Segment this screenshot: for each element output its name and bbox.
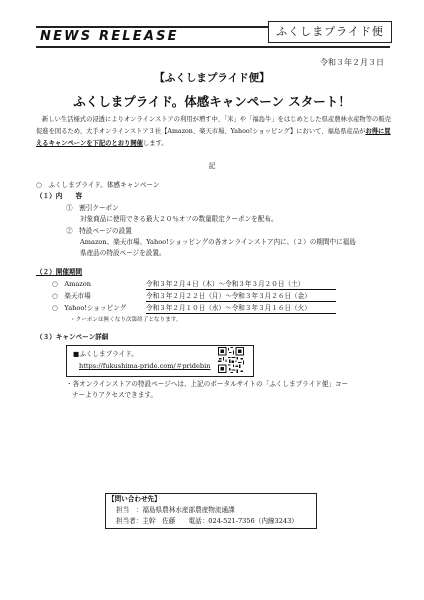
coupon-note: ・クーポンは無くなり次第終了となります。 — [70, 317, 182, 323]
contact-line1: 担当 ：福島県農林水産部農産物流通課 — [116, 506, 235, 514]
portal-title: ■ふくしまプライド。 — [73, 350, 138, 358]
lead-text-2: します。 — [142, 140, 168, 147]
news-release-label: NEWS RELEASE — [40, 29, 179, 44]
contact-title: 【問い合わせ先】 — [108, 495, 161, 503]
contact-box — [105, 493, 317, 529]
s1-item2-desc-line1: Amazon、楽天市場、Yahoo!ショッピングの各オンラインストア内に、（２）の期間中に福島 — [80, 238, 356, 246]
headline: ふくしまプライド。体感キャンペーン スタート！ — [73, 94, 351, 109]
period-range: 令和３年２月１０日（水）～令和３年３月１６日（火） — [146, 304, 336, 314]
s1-item2-title: ② 特設ページの設置 — [66, 227, 132, 235]
release-date: 令和３年２月３日 — [320, 58, 384, 67]
lead-bold-text: お得に買えるキャンペーンを下記のとおり開催 — [36, 128, 391, 147]
header-rule-bottom — [36, 46, 390, 48]
period-store: ○ Amazon — [52, 280, 91, 288]
contact-line2: 担当者：主幹 佐藤 電話：024-521-7356（内線3243） — [116, 517, 298, 525]
period-store: ○ Yahoo!ショッピング — [52, 304, 127, 312]
portal-url-link[interactable]: https://fukushima-pride.com/＃pridebin — [79, 362, 211, 370]
brand-box: ふくしまプライド便 — [268, 21, 392, 43]
s1-item2-desc-line2: 県産品の特設ページを設置。 — [80, 249, 166, 257]
s3-heading: （３）キャンペーン詳細 — [36, 333, 109, 341]
period-store: ○ 楽天市場 — [52, 292, 91, 300]
s1-item1-desc: 対象商品に使用できる最大２０％オフの数量限定クーポンを配布。 — [80, 215, 278, 223]
period-range: 令和３年２月４日（木）～令和３年３月２０日（土） — [146, 280, 336, 290]
s2-heading: （２）開催期間 — [36, 268, 83, 276]
s3-note-line1: ・各オンラインストアの特設ページへは、上記のポータルサイトの「ふくしまプライド便」コー — [66, 380, 349, 388]
s1-item1-title: ① 割引クーポン — [66, 204, 119, 212]
lead-paragraph — [36, 114, 391, 150]
period-range: 令和３年２月２２日（月）～令和３年３月２６日（金） — [146, 292, 336, 302]
ki-mark: 記 — [208, 162, 216, 170]
qr-code — [218, 347, 244, 373]
lead-text-1: 新しい生活様式の浸透によりオンラインストアの利用が増す中、「米」や「福島牛」をはじめとした県産農林水産物等の販売促進を図るため、大手オンラインストア３社【Amazon、楽天市場、Yahoo!ショッピング】において、福島県産品が — [36, 116, 391, 135]
s3-note-line2: ナーよりアクセスできます。 — [72, 391, 157, 399]
s1-heading: （１）内 容 — [36, 192, 83, 200]
section-title: ○ ふくしまプライド。体感キャンペーン — [36, 181, 160, 189]
bracket-title: 【ふくしまプライド便】 — [154, 72, 270, 84]
